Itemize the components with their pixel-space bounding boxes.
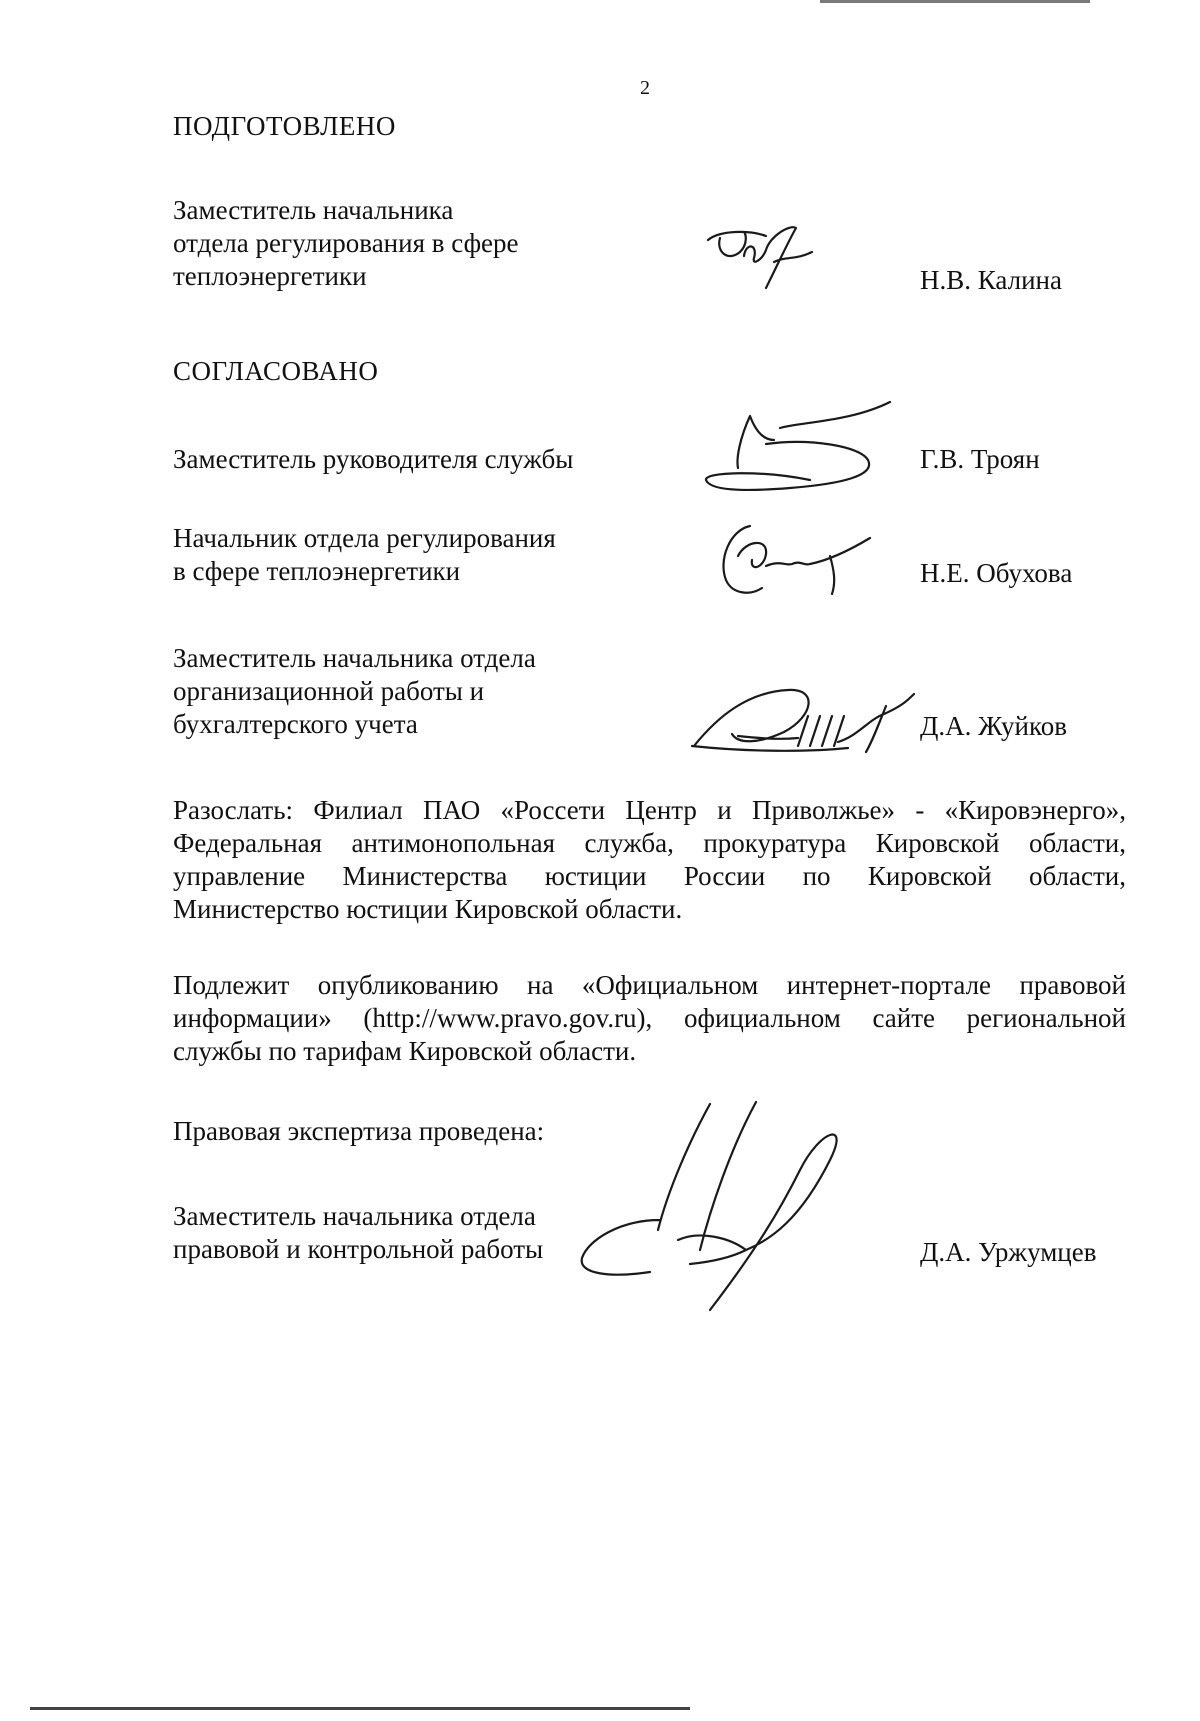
distribution-line: Федеральная антимонопольная служба, прокуратура Кировской области, <box>173 828 1126 858</box>
signature-troyan <box>700 398 900 523</box>
distribution-line: управление Министерства юстиции России по Кировской области, <box>173 861 1126 891</box>
legal-review-name: Д.А. Уржумцев <box>920 1237 1097 1267</box>
agreed-name-1: Г.В. Троян <box>920 444 1040 474</box>
prepared-position-line: отдела регулирования в сфере <box>173 228 519 258</box>
publication-line: Подлежит опубликованию на «Официальном интернет-портале правовой <box>173 970 1126 1000</box>
agreed-position-line: организационной работы и <box>173 676 485 706</box>
legal-review-position <box>173 1200 603 1266</box>
agreed-position-line: Заместитель руководителя службы <box>173 444 574 474</box>
publication-line: службы по тарифам Кировской области. <box>173 1036 637 1066</box>
publication-paragraph <box>173 969 1126 1068</box>
agreed-name-2: Н.Е. Обухова <box>920 558 1073 588</box>
scan-artifact-bottom <box>30 1707 690 1710</box>
signature-zhuikov <box>688 676 918 756</box>
agreed-heading: СОГЛАСОВАНО <box>173 356 379 386</box>
agreed-position-2 <box>173 522 603 588</box>
agreed-name-3: Д.А. Жуйков <box>920 711 1067 741</box>
agreed-position-line: в сфере теплоэнергетики <box>173 556 461 586</box>
agreed-position-line: бухгалтерского учета <box>173 709 418 739</box>
legal-review-title: Правовая экспертиза проведена: <box>173 1116 545 1146</box>
agreed-position-3 <box>173 642 603 741</box>
agreed-position-line: Заместитель начальника отдела <box>173 643 536 673</box>
signature-kalina <box>700 222 830 292</box>
distribution-line: Министерство юстиции Кировской области. <box>173 894 683 924</box>
agreed-position-line: Начальник отдела регулирования <box>173 523 556 553</box>
prepared-position <box>173 194 603 293</box>
scan-artifact-top <box>820 0 1090 3</box>
prepared-position-line: Заместитель начальника <box>173 195 454 225</box>
signature-urzhumtsev <box>560 1100 900 1320</box>
page-number: 2 <box>640 77 650 99</box>
publication-line: информации» (http://www.pravo.gov.ru), официальном сайте региональной <box>173 1003 1126 1033</box>
prepared-heading: ПОДГОТОВЛЕНО <box>173 111 396 141</box>
distribution-paragraph <box>173 794 1126 926</box>
legal-review-position-line: правовой и контрольной работы <box>173 1234 544 1264</box>
signature-obukhova <box>710 520 880 600</box>
distribution-line: Разослать: Филиал ПАО «Россети Центр и Приволжье» - «Кировэнерго», <box>173 795 1126 825</box>
prepared-position-line: теплоэнергетики <box>173 261 367 291</box>
prepared-name: Н.В. Калина <box>920 265 1062 295</box>
legal-review-position-line: Заместитель начальника отдела <box>173 1201 536 1231</box>
agreed-position-1 <box>173 443 603 476</box>
